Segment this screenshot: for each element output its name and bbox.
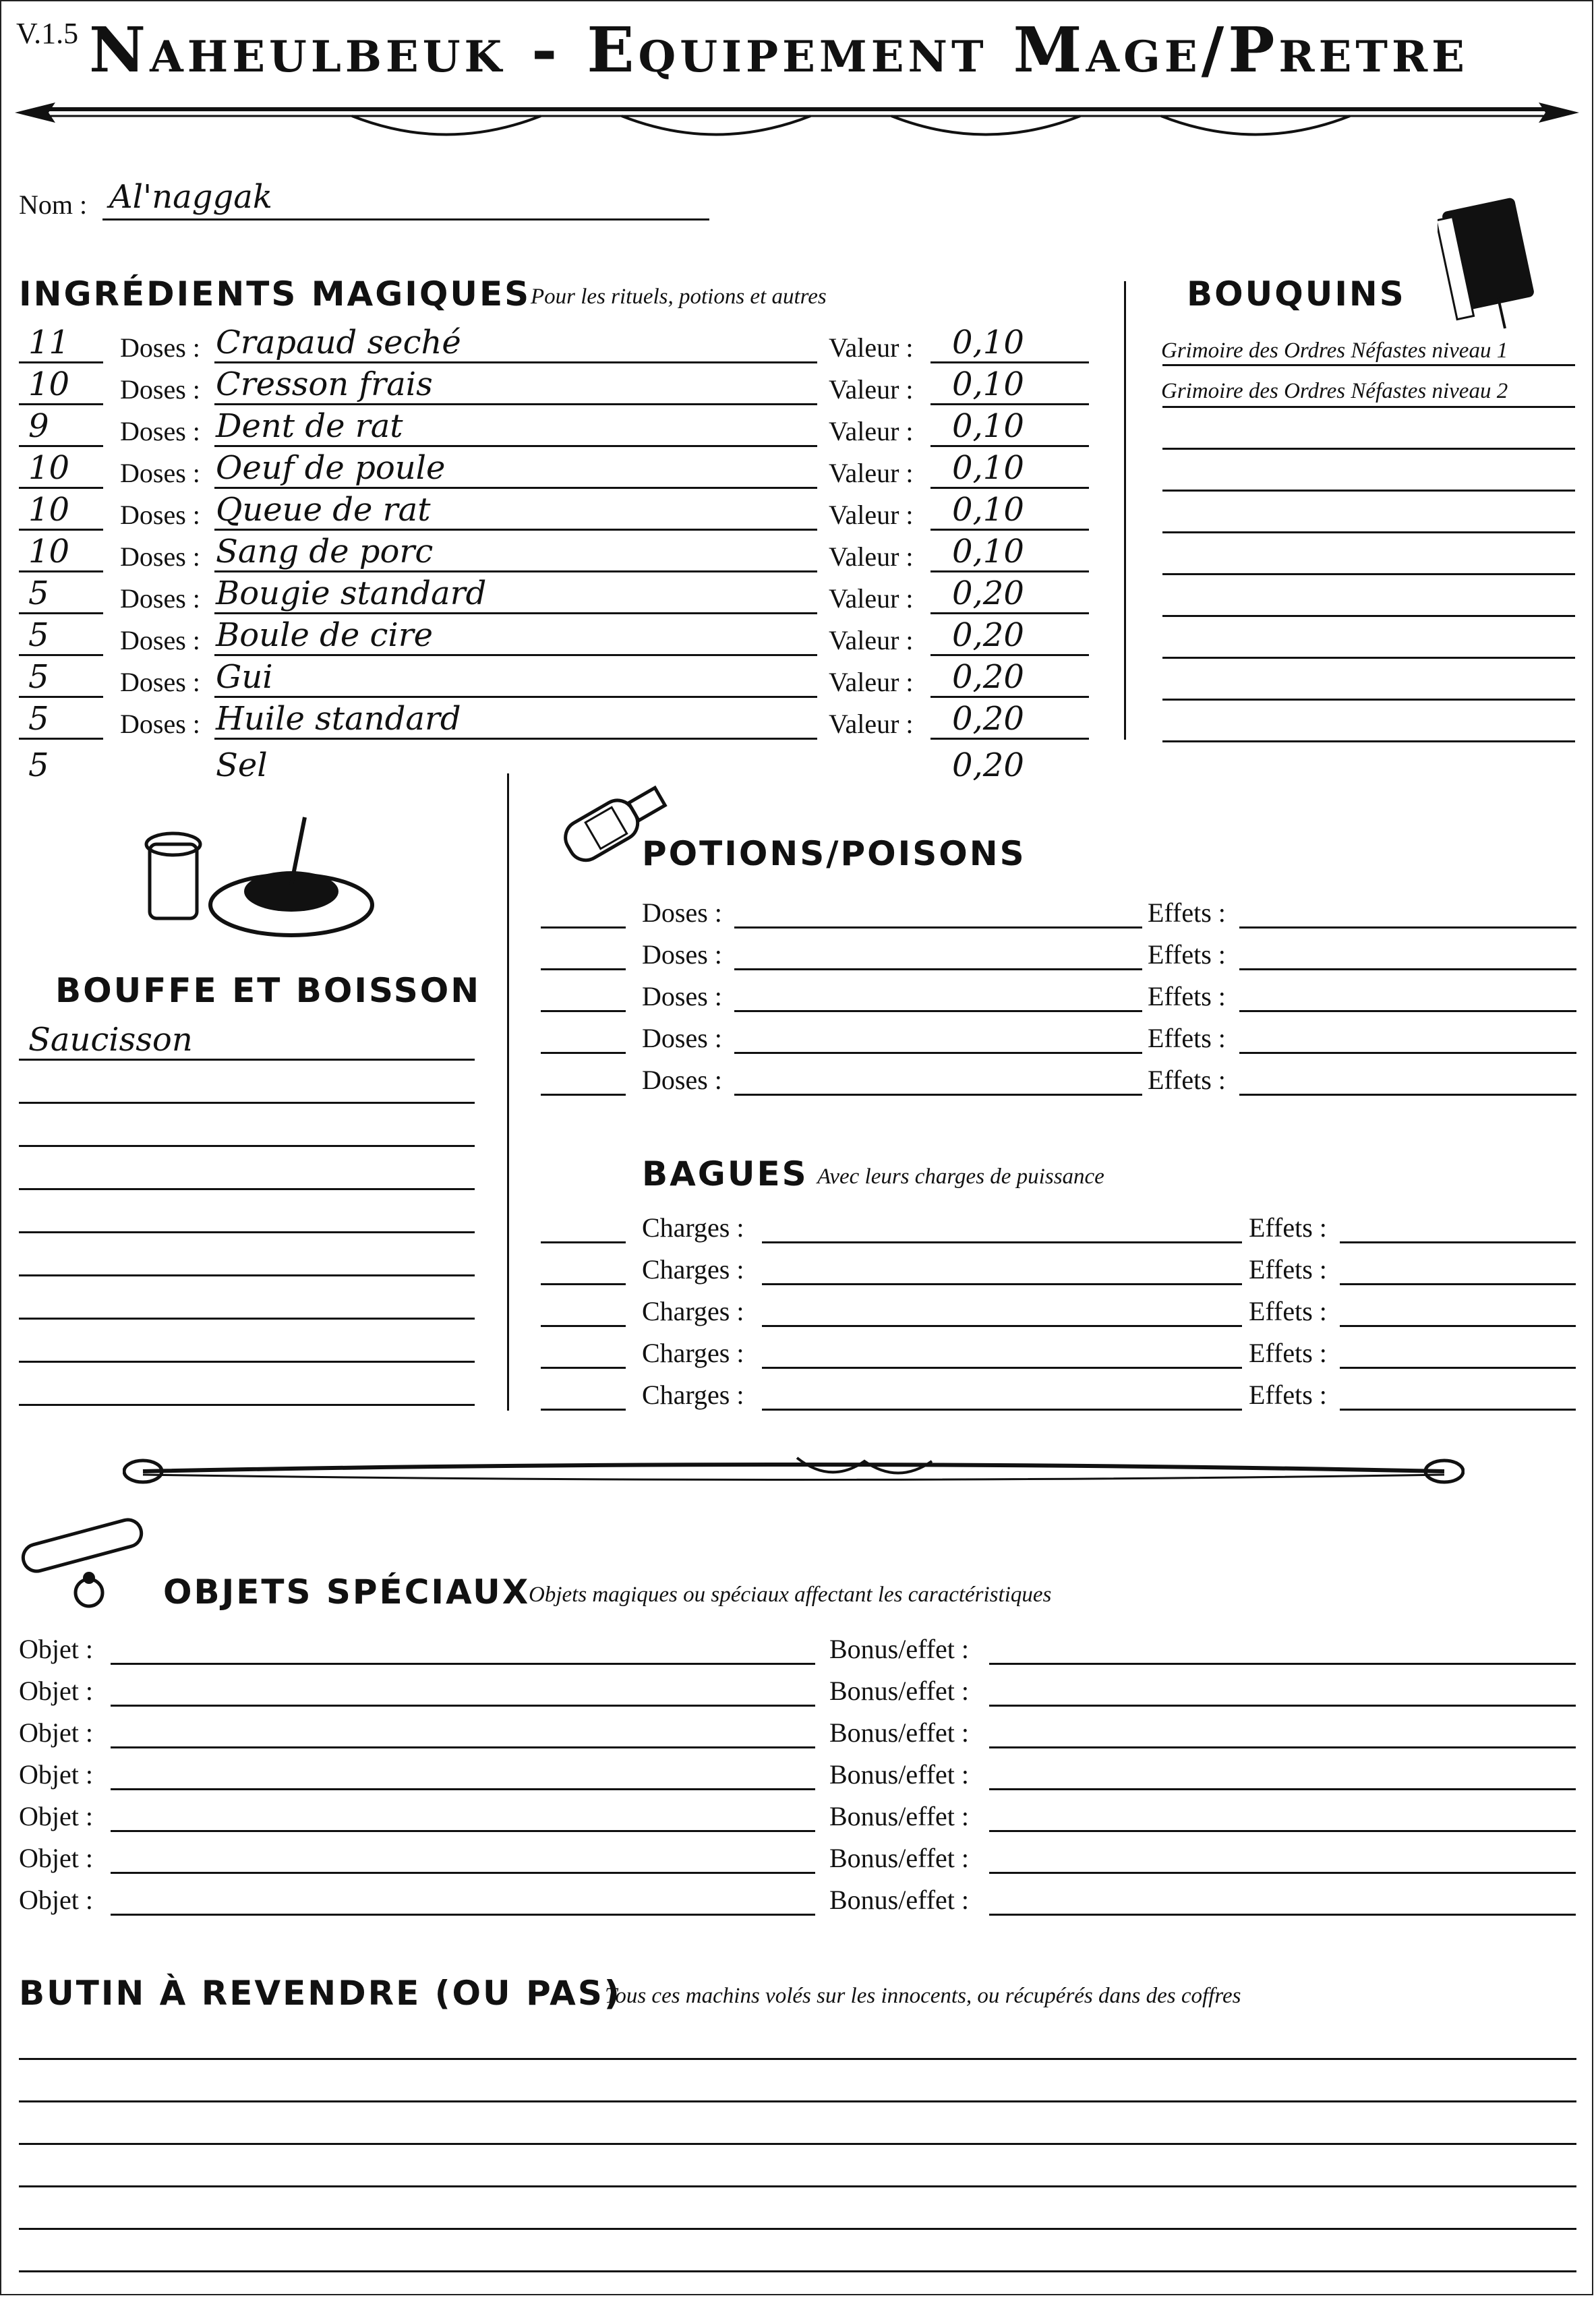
ingredient-doses-label: Doses : [120,625,200,655]
ring-charges-label: Charges : [642,1380,744,1410]
scroll-ring-icon [15,1512,156,1613]
ring-charges-line[interactable] [762,1283,1242,1285]
version-label: V.1.5 [16,17,79,50]
food-line [19,1318,475,1320]
books-divider [1124,281,1126,740]
ingredient-value-label: Valeur : [829,541,914,572]
ingredient-value-line [930,361,1089,363]
ingredient-qty-line [19,654,103,656]
rings-subtitle: Avec leurs charges de puissance [817,1165,1104,1189]
ingredient-name[interactable]: Gui [216,658,273,696]
ingredient-value-label: Valeur : [829,416,914,446]
ingredient-doses-label: Doses : [120,583,200,614]
ingredient-extra-name[interactable]: Sel [216,746,268,784]
ingredient-value-line [930,612,1089,614]
ingredient-qty[interactable]: 11 [28,324,70,361]
ring-effects-label: Effets : [1249,1296,1327,1326]
loot-line[interactable] [19,2228,1576,2230]
books-title: BOUQUINS [1187,274,1406,314]
potion-doses-label: Doses : [642,1023,722,1053]
ingredient-doses-label: Doses : [120,416,200,446]
potion-qty-line[interactable] [541,1052,626,1054]
book-line [1162,531,1575,533]
loot-line[interactable] [19,2058,1576,2060]
ingredient-name[interactable]: Crapaud seché [216,324,461,361]
special-object-label: Objet : [19,1634,93,1664]
ingredient-value[interactable]: 0,20 [952,574,1024,612]
ingredient-value-line [930,654,1089,656]
book-icon [1438,197,1539,332]
ingredient-name[interactable]: Bougie standard [216,574,487,612]
ingredient-value[interactable]: 0,10 [952,407,1024,445]
book-line [1162,364,1575,366]
ingredient-extra-value[interactable]: 0,20 [952,746,1024,784]
ingredient-qty[interactable]: 10 [28,491,70,529]
potion-doses-line[interactable] [734,1010,1142,1012]
ingredient-value-line [930,403,1089,405]
special-bonus-label: Bonus/effet : [829,1676,970,1706]
food-line [19,1361,475,1363]
ingredient-value[interactable]: 0,20 [952,658,1024,696]
food-line [19,1231,475,1233]
ingredient-qty-line [19,570,103,572]
ingredient-name[interactable]: Queue de rat [216,491,431,529]
potion-effects-label: Effets : [1148,1023,1226,1053]
ingredient-name-line [214,487,817,489]
ingredient-value-line [930,570,1089,572]
special-object-line[interactable] [111,1663,815,1665]
ingredient-name-line [214,445,817,447]
ingredient-value-line [930,529,1089,531]
ingredient-value-line [930,487,1089,489]
ingredient-name[interactable]: Boule de cire [216,616,434,654]
potion-effects-label: Effets : [1148,981,1226,1011]
loot-line[interactable] [19,2185,1576,2187]
potion-effects-line[interactable] [1239,1094,1576,1096]
ring-charges-label: Charges : [642,1212,744,1243]
ingredient-value-line [930,696,1089,698]
ring-effects-line[interactable] [1340,1367,1576,1369]
special-bonus-label: Bonus/effet : [829,1843,970,1873]
special-object-label: Objet : [19,1676,93,1706]
ingredient-qty-line [19,696,103,698]
special-object-line[interactable] [111,1830,815,1832]
ingredient-value[interactable]: 0,10 [952,449,1024,487]
ingredient-value-label: Valeur : [829,709,914,739]
ingredient-name-line [214,654,817,656]
book-line [1162,448,1575,450]
name-value[interactable]: Al'naggak [109,178,272,216]
ingredient-qty[interactable]: 10 [28,449,70,487]
ring-qty-line[interactable] [541,1367,626,1369]
book-line [1162,573,1575,575]
book-line [1162,740,1575,742]
ring-effects-line[interactable] [1340,1283,1576,1285]
ingredient-value-label: Valeur : [829,500,914,530]
special-object-label: Objet : [19,1885,93,1915]
ingredient-value-label: Valeur : [829,374,914,405]
potion-doses-label: Doses : [642,1065,722,1095]
ingredient-name-line [214,403,817,405]
potion-effects-label: Effets : [1148,939,1226,970]
potion-doses-label: Doses : [642,939,722,970]
special-bonus-line[interactable] [989,1788,1576,1790]
ingredient-name-line [214,361,817,363]
book-line [1162,699,1575,701]
ingredient-qty-line [19,487,103,489]
book-item-1[interactable]: Grimoire des Ordres Néfastes niveau 1 [1161,338,1508,363]
ring-charges-line[interactable] [762,1241,1242,1243]
special-object-line[interactable] [111,1705,815,1707]
ingredient-name-line [214,529,817,531]
ingredient-name[interactable]: Huile standard [216,700,461,738]
ingredient-value[interactable]: 0,10 [952,533,1024,570]
potion-doses-label: Doses : [642,897,722,928]
book-line [1162,490,1575,492]
food-plate-icon [136,804,379,945]
ingredient-name-line [214,570,817,572]
ingredient-name-line [214,696,817,698]
food-line [19,1102,475,1104]
book-item-2[interactable]: Grimoire des Ordres Néfastes niveau 2 [1161,379,1508,403]
ring-charges-line[interactable] [762,1367,1242,1369]
food-line [19,1404,475,1406]
potion-effects-line[interactable] [1239,968,1576,970]
potion-qty-line[interactable] [541,1094,626,1096]
middle-divider [507,773,509,1411]
ingredient-value-label: Valeur : [829,625,914,655]
ingredient-name[interactable]: Sang de porc [216,533,434,570]
ring-charges-line[interactable] [762,1325,1242,1327]
ingredient-qty-line [19,361,103,363]
ring-qty-line[interactable] [541,1325,626,1327]
book-line [1162,657,1575,659]
potion-doses-line[interactable] [734,1094,1142,1096]
loot-line[interactable] [19,2100,1576,2102]
special-object-line[interactable] [111,1872,815,1874]
ring-effects-label: Effets : [1249,1254,1327,1285]
food-item-1[interactable]: Saucisson [28,1021,193,1059]
food-line [19,1059,475,1061]
ring-charges-label: Charges : [642,1338,744,1368]
special-bonus-line[interactable] [989,1663,1576,1665]
ingredient-value[interactable]: 0,20 [952,616,1024,654]
loot-subtitle: Tous ces machins volés sur les innocents, ou récupérés dans des coffres [605,1984,1241,2008]
book-line [1162,615,1575,617]
potion-effects-line[interactable] [1239,1052,1576,1054]
food-line [19,1145,475,1147]
ring-charges-label: Charges : [642,1254,744,1285]
special-object-label: Objet : [19,1717,93,1748]
special-bonus-line[interactable] [989,1705,1576,1707]
ingredient-qty-line [19,403,103,405]
ring-effects-line[interactable] [1340,1409,1576,1411]
ring-qty-line[interactable] [541,1409,626,1411]
ingredient-value-label: Valeur : [829,332,914,363]
potion-effects-line[interactable] [1239,1010,1576,1012]
potion-effects-line[interactable] [1239,926,1576,929]
page-title: Naheulbeuk - Equipement Mage/Pretre [89,13,1469,86]
potion-doses-label: Doses : [642,981,722,1011]
ingredient-qty-line [19,529,103,531]
ingredient-name-line [214,738,817,740]
potion-doses-line[interactable] [734,926,1142,929]
ingredient-qty[interactable]: 5 [28,616,49,654]
name-line [102,218,709,220]
ingredient-value-line [930,738,1089,740]
ingredient-name[interactable]: Dent de rat [216,407,403,445]
potion-qty-line[interactable] [541,926,626,929]
ring-effects-label: Effets : [1249,1338,1327,1368]
special-bonus-label: Bonus/effet : [829,1759,970,1790]
ingredient-value-label: Valeur : [829,458,914,488]
ring-charges-label: Charges : [642,1296,744,1326]
loot-line[interactable] [19,2270,1576,2272]
ingredient-doses-label: Doses : [120,374,200,405]
spear-icon [15,89,1579,150]
food-line [19,1188,475,1190]
ingredient-doses-label: Doses : [120,458,200,488]
book-line [1162,406,1575,408]
ring-qty-line[interactable] [541,1283,626,1285]
ingredient-value-label: Valeur : [829,667,914,697]
ingredient-name[interactable]: Oeuf de poule [216,449,446,487]
special-bonus-line[interactable] [989,1872,1576,1874]
potions-title: POTIONS/POISONS [642,834,1026,873]
special-bonus-line[interactable] [989,1830,1576,1832]
ingredient-value-label: Valeur : [829,583,914,614]
special-bonus-line[interactable] [989,1914,1576,1916]
ingredient-value-line [930,445,1089,447]
ingredient-doses-label: Doses : [120,667,200,697]
ingredient-extra-qty[interactable]: 5 [28,746,49,784]
potion-qty-line[interactable] [541,1010,626,1012]
ingredient-name-line [214,612,817,614]
special-bonus-label: Bonus/effet : [829,1885,970,1915]
special-object-line[interactable] [111,1746,815,1748]
ingredient-value[interactable]: 0,10 [952,365,1024,403]
ring-qty-line[interactable] [541,1241,626,1243]
ingredient-qty[interactable]: 5 [28,658,49,696]
special-object-label: Objet : [19,1801,93,1831]
ingredient-value[interactable]: 0,20 [952,700,1024,738]
ingredient-qty-line [19,738,103,740]
ring-effects-label: Effets : [1249,1212,1327,1243]
potion-effects-label: Effets : [1148,897,1226,928]
rings-title: BAGUES [642,1154,808,1194]
special-object-label: Objet : [19,1843,93,1873]
potion-doses-line[interactable] [734,1052,1142,1054]
special-object-label: Objet : [19,1759,93,1790]
ingredient-value[interactable]: 0,10 [952,491,1024,529]
ingredient-qty[interactable]: 5 [28,700,49,738]
special-bonus-line[interactable] [989,1746,1576,1748]
special-title: OBJETS SPÉCIAUX [163,1572,531,1612]
staff-icon [123,1444,1465,1498]
potion-effects-label: Effets : [1148,1065,1226,1095]
special-subtitle: Objets magiques ou spéciaux affectant les caractéristiques [529,1583,1052,1607]
ingredient-qty[interactable]: 5 [28,574,49,612]
ingredient-doses-label: Doses : [120,541,200,572]
ingredient-qty-line [19,612,103,614]
ingredients-title: INGRÉDIENTS MAGIQUES [19,274,531,314]
food-title: BOUFFE ET BOISSON [55,971,481,1010]
special-object-line[interactable] [111,1788,815,1790]
loot-line[interactable] [19,2143,1576,2145]
ring-effects-line[interactable] [1340,1325,1576,1327]
potion-doses-line[interactable] [734,968,1142,970]
special-object-line[interactable] [111,1914,815,1916]
ingredients-subtitle: Pour les rituels, potions et autres [531,285,827,309]
ingredient-name[interactable]: Cresson frais [216,365,433,403]
special-bonus-label: Bonus/effet : [829,1717,970,1748]
ingredient-doses-label: Doses : [120,709,200,739]
ingredient-qty-line [19,445,103,447]
name-label: Nom : [19,189,88,220]
loot-title: BUTIN À REVENDRE (OU PAS) [19,1974,622,2013]
special-bonus-label: Bonus/effet : [829,1634,970,1664]
potion-qty-line[interactable] [541,968,626,970]
food-line [19,1274,475,1276]
ingredient-qty[interactable]: 9 [28,407,49,445]
ring-charges-line[interactable] [762,1409,1242,1411]
ring-effects-line[interactable] [1340,1241,1576,1243]
ingredient-value[interactable]: 0,10 [952,324,1024,361]
ingredient-qty[interactable]: 10 [28,533,70,570]
ingredient-qty[interactable]: 10 [28,365,70,403]
special-bonus-label: Bonus/effet : [829,1801,970,1831]
ingredient-doses-label: Doses : [120,500,200,530]
ring-effects-label: Effets : [1249,1380,1327,1410]
ingredient-doses-label: Doses : [120,332,200,363]
